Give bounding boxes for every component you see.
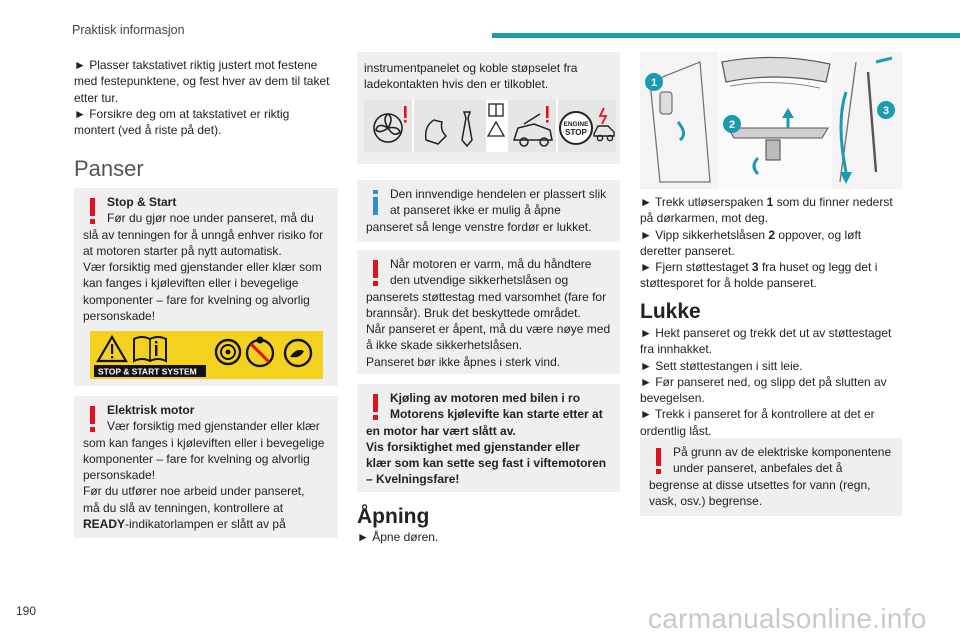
watermark: carmanualsonline.info xyxy=(648,603,927,634)
note-electric-components: På grunn av de elektriske komponentene under panseret, anbefales det å begrense at disse utsettes for vann (regn, vask, osv.) begrense. xyxy=(640,438,902,516)
svg-text:ENGINE: ENGINE xyxy=(563,121,589,128)
note-title: Stop & Start xyxy=(107,195,177,209)
warning-pictograms xyxy=(90,331,323,379)
note-stop-start: Stop & Start Før du gjør noe under panseret, må du slå av tenningen for å unngå enhver risiko for at motoren starter på nytt automatisk. Vær forsiktig med gjenstander eller klær som kan fanges i kjøleviften eller i bevegelige komponenter – fare for kvelning og alvorlig personskade! STOP & START SYSTEM xyxy=(74,188,338,386)
heading-panser: Panser xyxy=(74,156,144,181)
svg-text:STOP: STOP xyxy=(565,128,587,137)
header-accent-bar xyxy=(492,33,960,38)
manual-warning-icon xyxy=(488,104,504,136)
hood-illustration xyxy=(640,52,902,189)
warning-pictogram-strip xyxy=(364,100,616,152)
open-steps: ► Trekk utløserspaken 1 som du finner nederst på dørkarmen, mot deg. ► Vipp sikkerhetslåsen 2 oppover, og løft deretter panseret. ► Fjern støttestaget 3 fra huset og legg det i støttesporet for å holde panseret. xyxy=(640,195,893,291)
heading-apning: Åpning xyxy=(357,505,430,528)
page-number: 190 xyxy=(16,604,37,618)
stop-start-warning-label xyxy=(90,331,323,379)
svg-text:1: 1 xyxy=(650,77,658,89)
note-cooling: Kjøling av motoren med bilen i ro Motorens kjølevifte kan starte etter at en motor har vært slått av. Vis forsiktighet med gjenstander eller klær som kan sette seg fast i viftemotoren – Kvelningsfare! xyxy=(357,384,620,492)
svg-text:3: 3 xyxy=(882,105,890,117)
heading-lukke: Lukke xyxy=(640,300,701,323)
note-electric-motor: Elektrisk motor Vær forsiktig med gjenstander eller klær som kan fanges i kjøleviften eller i bevegelige komponenter – fare for kvelning og alvorlig personskade! Før du utfører noe arbeid under panseret, må du slå av tenningen, kontrollere at READY-indikatorlampen er slått av på xyxy=(74,396,338,538)
continued-note: instrumentpanelet og koble støpselet fra ladekontakten hvis den er tilkoblet. ENGINE STOP xyxy=(357,52,620,164)
note-info-lever: Den innvendige hendelen er plassert slik at panseret ikke er mulig å åpne panseret så lenge venstre fordør er lukket. xyxy=(357,180,620,242)
close-steps: ► Hekt panseret og trekk det ut av støttestaget fra innhakket. ► Sett støttestangen i sitt leie. ► Før panseret ned, og slipp det på slutten av bevegelsen. ► Trekk i panseret for å kontrollere at det er ordentlig låst. xyxy=(640,326,892,438)
intro-text: ► Plasser takstativet riktig justert mot festene med festepunktene, og fest hver av dem til taket etter tur. ► Forsikre deg om at takstativet er riktig montert (ved å riste på det). xyxy=(74,58,330,138)
svg-text:2: 2 xyxy=(728,119,736,131)
note-warm-engine: Når motoren er varm, må du håndtere den utvendige sikkerhetslåsen og panserets støttestag med varsomhet (fare for brannsår). Bruk det beskyttede området. Når panseret er åpent, må du være nøye med å ikke skade sikkerhetslåsen. Panseret bør ikke åpnes i sterk vind. xyxy=(357,250,620,374)
stop-start-system-text: STOP & START SYSTEM xyxy=(98,366,197,377)
open-step: ► Åpne døren. xyxy=(357,530,439,544)
section-title: Praktisk informasjon xyxy=(72,23,185,37)
